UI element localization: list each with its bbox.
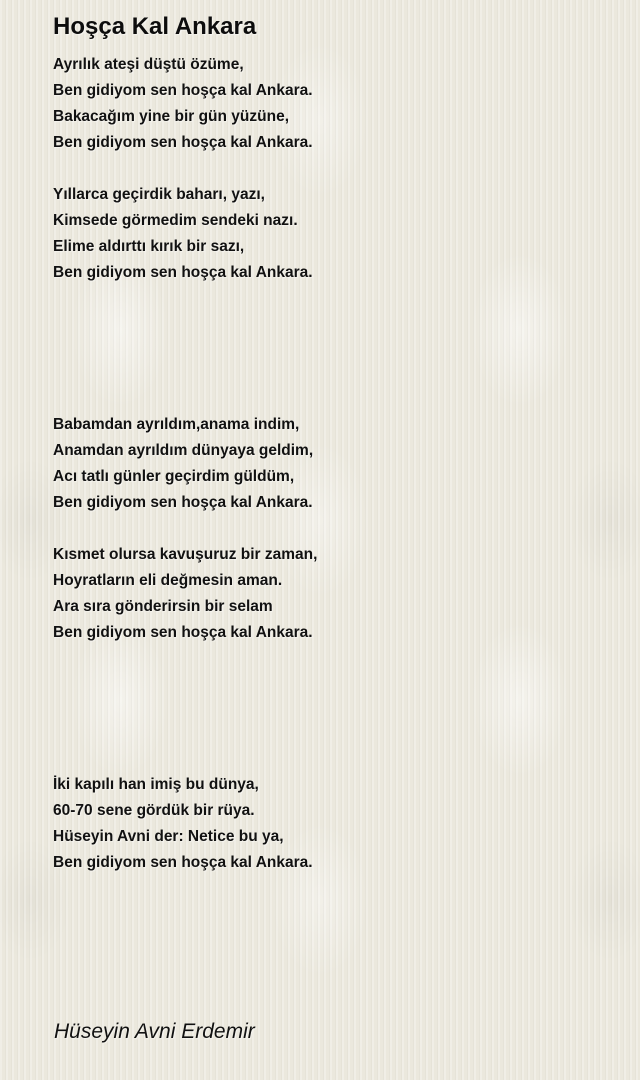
- poem-author: Hüseyin Avni Erdemir: [54, 1020, 255, 1043]
- poem-container: [53, 12, 613, 871]
- poem-line: Ben gidiyom sen hoşça kal Ankara.: [53, 82, 313, 99]
- stanza: [53, 772, 313, 876]
- poem-line: Anamdan ayrıldım dünyaya geldim,: [53, 442, 314, 459]
- poem-line: Bakacağım yine bir gün yüzüne,: [53, 108, 290, 125]
- poem-line: Elime aldırttı kırık bir sazı,: [53, 238, 245, 255]
- poem-line: Ayrılık ateşi düştü özüme,: [53, 56, 244, 73]
- poem-line: Ben gidiyom sen hoşça kal Ankara.: [53, 134, 313, 151]
- poem-line: Kısmet olursa kavuşuruz bir zaman,: [53, 546, 318, 563]
- poem-title: Hoşça Kal Ankara: [53, 13, 257, 40]
- poem-line: 60-70 sene gördük bir rüya.: [53, 802, 255, 819]
- stanza: [53, 52, 313, 156]
- stanza: [53, 182, 313, 286]
- stanza: [53, 542, 317, 646]
- poem-line: İki kapılı han imiş bu dünya,: [53, 776, 259, 793]
- poem-line: Kimsede görmedim sendeki nazı.: [53, 212, 298, 229]
- poem-line: Hüseyin Avni der: Netice bu ya,: [53, 828, 284, 845]
- poem-line: Babamdan ayrıldım,anama indim,: [53, 416, 300, 433]
- poem-line: Ben gidiyom sen hoşça kal Ankara.: [53, 854, 313, 871]
- poem-line: Ben gidiyom sen hoşça kal Ankara.: [53, 494, 313, 511]
- poem-line: Hoyratların eli değmesin aman.: [53, 572, 283, 589]
- poem-line: Ben gidiyom sen hoşça kal Ankara.: [53, 264, 313, 281]
- poem-line: Acı tatlı günler geçirdim güldüm,: [53, 468, 295, 485]
- poem-line: Yıllarca geçirdik baharı, yazı,: [53, 186, 265, 203]
- poem-line: Ben gidiyom sen hoşça kal Ankara.: [53, 624, 313, 641]
- stanza: [53, 412, 313, 516]
- poem-line: Ara sıra gönderirsin bir selam: [53, 598, 273, 615]
